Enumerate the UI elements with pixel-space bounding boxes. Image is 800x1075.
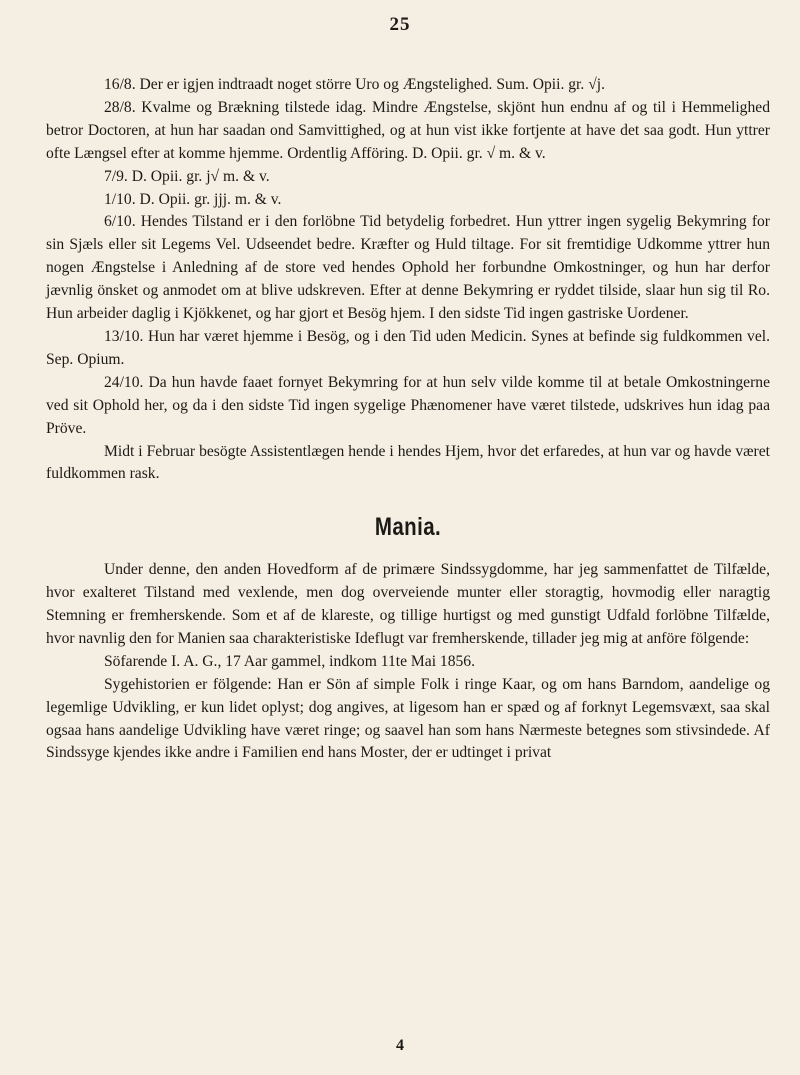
- paragraph: 13/10. Hun har været hjemme i Besög, og i den Tid uden Medicin. Synes at befinde sig fuldkommen vel. Sep. Opium.: [46, 327, 770, 368]
- paragraph: Under denne, den anden Hovedform af de primære Sindssygdomme, har jeg sammenfattet de Tilfælde, hvor exalteret Tilstand med vexlende, men dog overveiende munter eller storagtig, hovmodig eller naragtig Stemning er fremherskende. Som et af de klareste, og tillige hurtigst og med gunstigt Udfald forlöbne Tilfælde, hvor navnlig den for Manien saa charakteristiske Ideflugt var fremherskende, tillader jeg mig at anföre fölgende:: [46, 561, 770, 647]
- paragraph: 28/8. Kvalme og Brækning tilstede idag. Mindre Ængstelse, skjönt hun endnu af og til i Hemmelighed betror Doctoren, at hun har saadan ond Samvittighed, og at hun vist ikke fortjente at have det saa godt. Hun yttrer ofte Længsel efter at komme hjemme. Ordentlig Afföring. D. Opii. gr. √ m. & v.: [46, 98, 770, 162]
- paragraph: Sygehistorien er fölgende: Han er Sön af simple Folk i ringe Kaar, og om hans Barndom, aandelige og legemlige Udvikling, er kun lidet oplyst; dog angives, at ligesom han er spæd og af forknyt Legemsvæxt, saa skal ogsaa hans aandelige Udvikling have været ringe; og saavel han som hans Nærmeste betegnes som stivsindede. Af Sindssyge kjendes ikke andre i Familien end hans Moster, der er udtinget i privat: [46, 675, 770, 762]
- paragraph: 6/10. Hendes Tilstand er i den forlöbne Tid betydelig forbedret. Hun yttrer ingen sygelig Bekymring for sin Sjæls eller sit Legems Vel. Udseendet bedre. Kræfter og Huld tiltage. For sit fremtidige Udkomme yttrer hun nogen Ængstelse i Anledning af de store ved hendes Ophold her forbundne Omkostninger, og hun har derfor jævnlig önsket og anmodet om at blive udskreven. Efter at denne Bekymring er ryddet tilside, slaar hun sig til Ro. Hun arbeider daglig i Kjökkenet, og har gjort et Besög hjem. I den sidste Tid ingen gastriske Uordener.: [46, 213, 770, 323]
- paragraph: 16/8. Der er igjen indtraadt noget större Uro og Ængstelighed. Sum. Opii. gr. √j.: [104, 76, 605, 93]
- paragraph: 1/10. D. Opii. gr. jjj. m. & v.: [104, 190, 282, 208]
- section-heading: Mania.: [374, 513, 442, 542]
- signature-mark: 4: [396, 1037, 404, 1054]
- paragraph: Midt i Februar besögte Assistentlægen hende i hendes Hjem, hvor det erfaredes, at hun var og havde været fuldkommen rask.: [46, 442, 770, 483]
- body-text: [46, 74, 770, 765]
- paragraph: 24/10. Da hun havde faaet fornyet Bekymring for at hun selv vilde komme til at betale Omkostningerne ved sit Ophold her, og da i den sidste Tid ingen sygelige Phænomener have været tilstede, udskrives hun idag paa Pröve.: [46, 373, 770, 437]
- page-number: 25: [389, 14, 411, 35]
- paragraph: Söfarende I. A. G., 17 Aar gammel, indkom 11te Mai 1856.: [104, 652, 476, 670]
- paragraph: 7/9. D. Opii. gr. j√ m. & v.: [104, 167, 270, 185]
